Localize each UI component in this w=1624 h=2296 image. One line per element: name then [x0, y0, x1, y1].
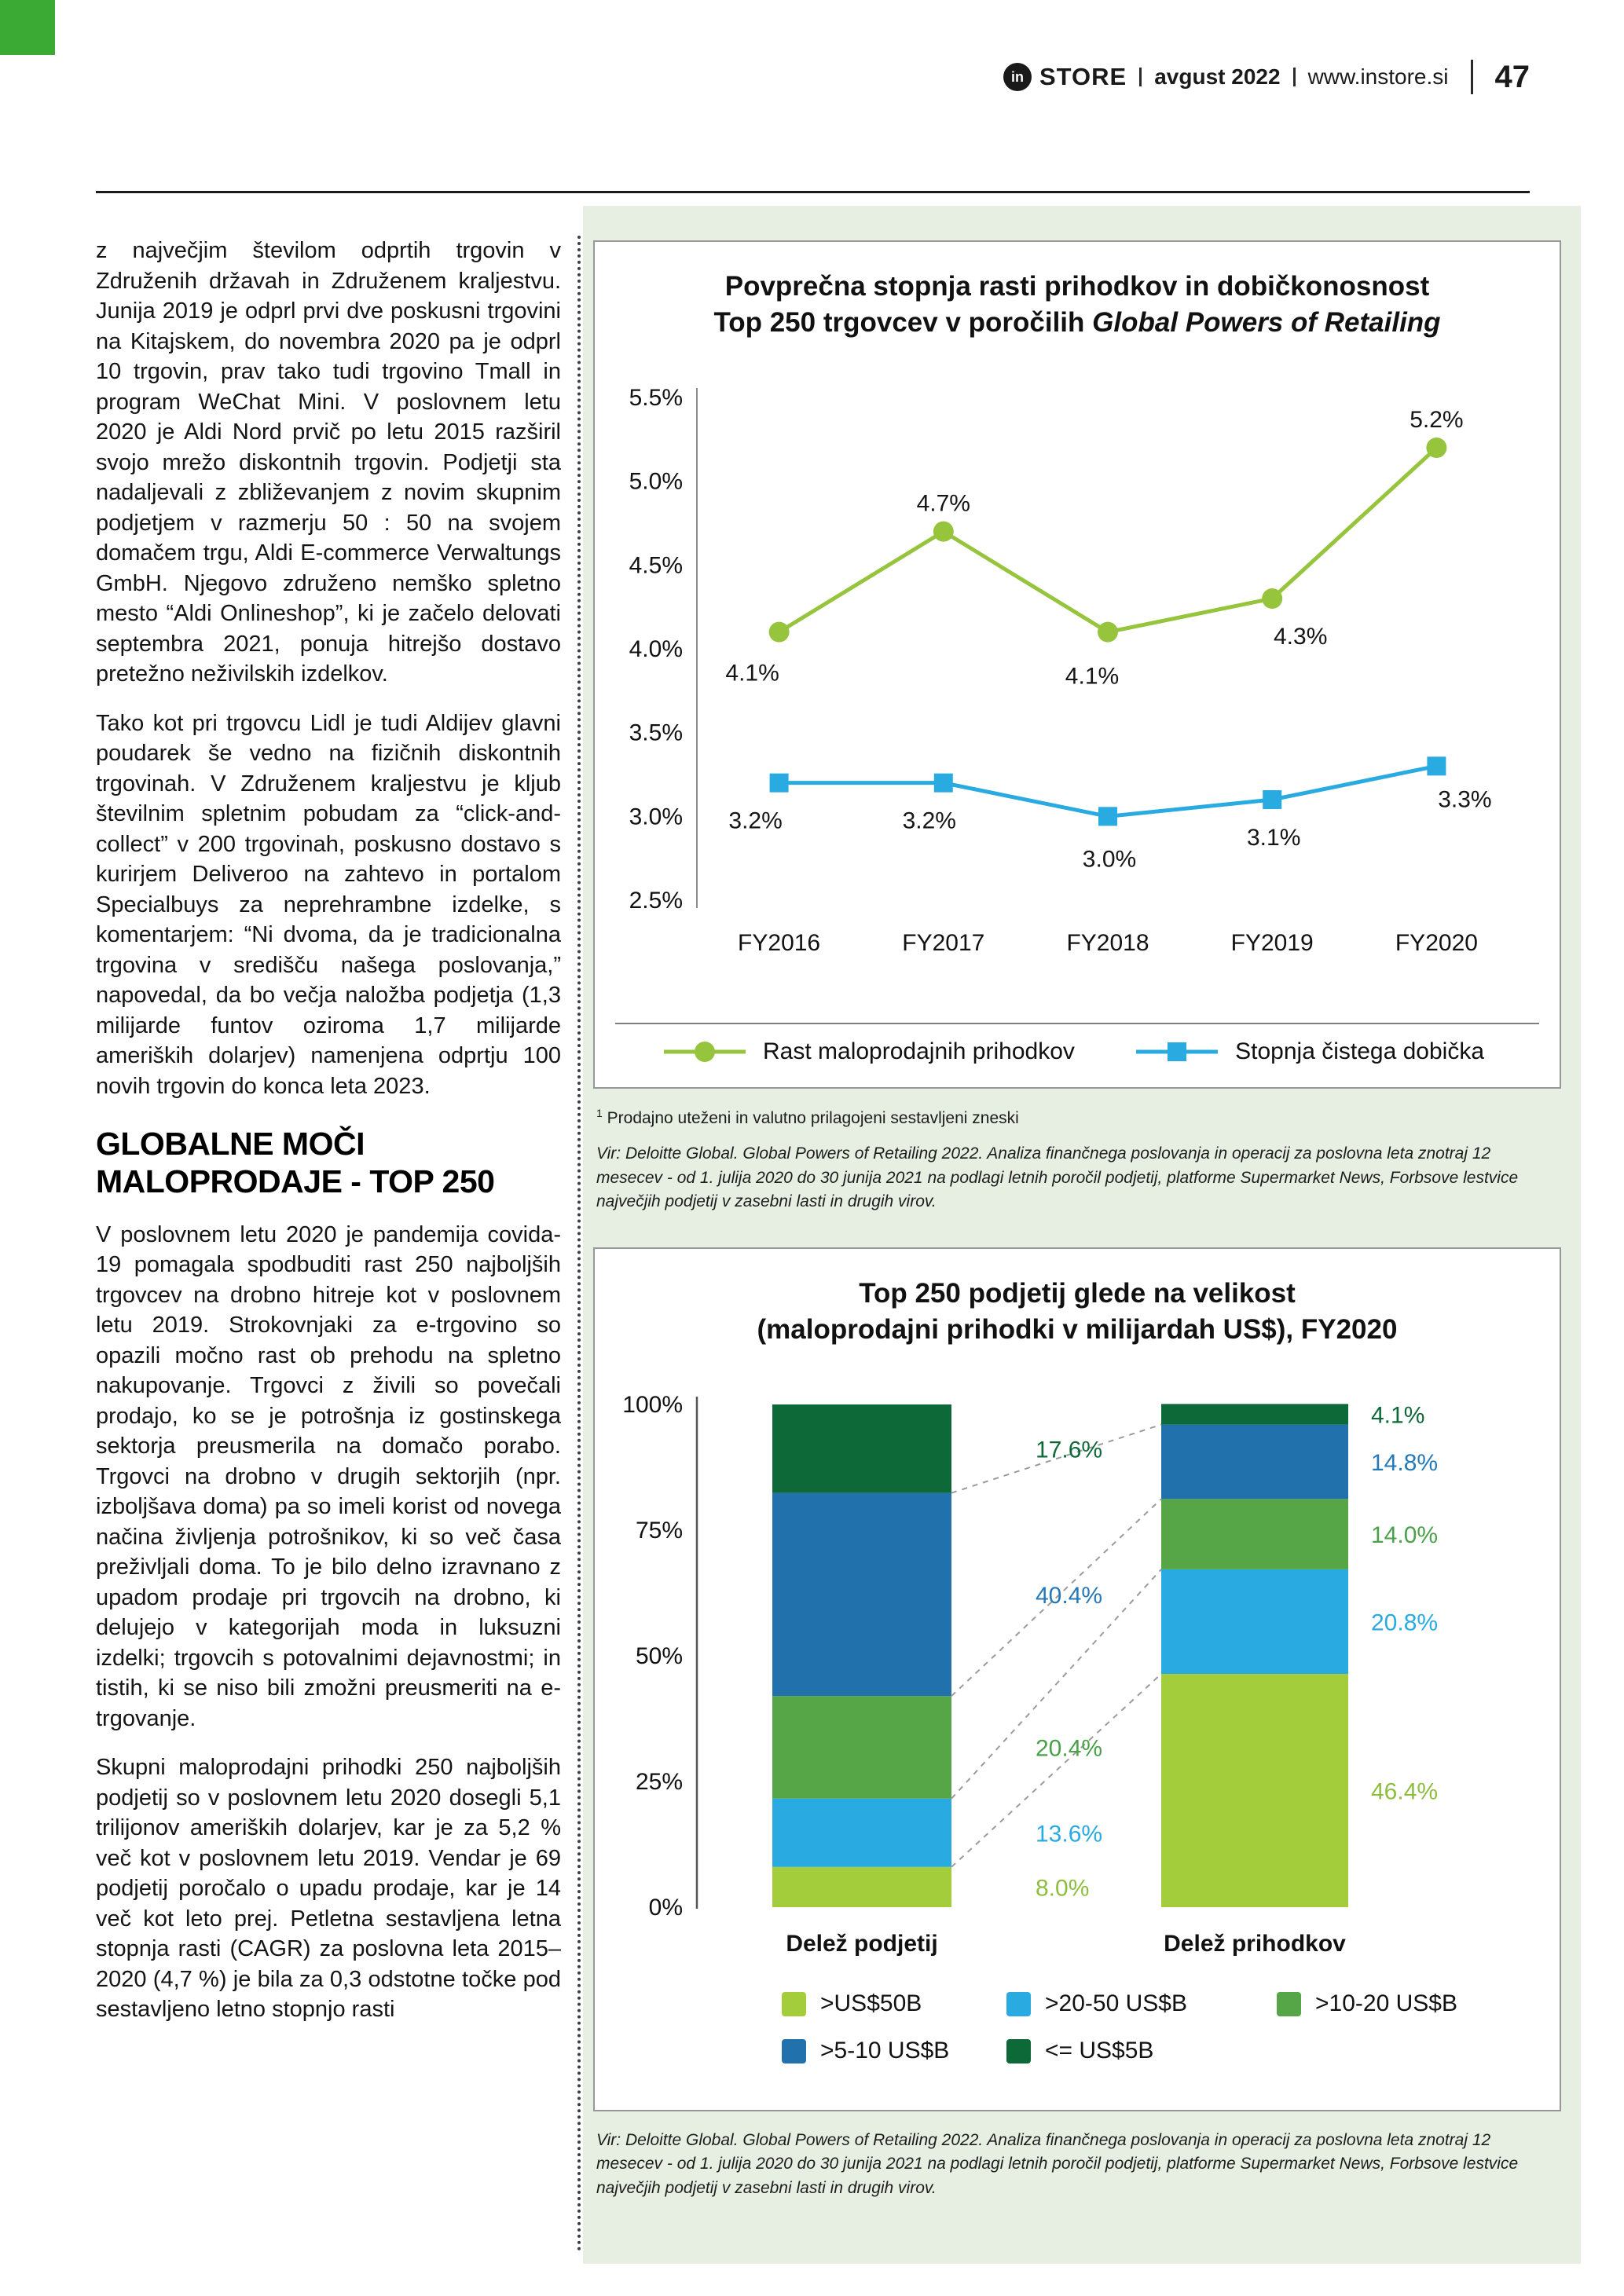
- x-axis-tick-label: FY2016: [738, 930, 821, 957]
- data-point-marker: [1427, 757, 1446, 776]
- value-label: 5.2%: [1410, 407, 1464, 434]
- legend-item-net-profit: [1135, 1038, 1484, 1065]
- value-label: 4.1%: [1065, 664, 1120, 690]
- chart-source: Vir: Deloitte Global. Global Powers of Retailing 2022. Analiza finančnega poslovanja in operacij za poslovna leta znotraj 12 mesecev - od 1. julija 2020 do 30 junija 2021 na podlagi letnih poročil podjetij, platforme Supermarket News, Forbsove lestvice največjih podjetij v zasebni lasti in drugih virov.: [596, 1144, 1519, 1211]
- size-chart-card: [593, 1247, 1561, 2111]
- article-column: [96, 236, 561, 2044]
- bar-segment: [1161, 1500, 1348, 1570]
- growth-chart-section: [593, 240, 1561, 1214]
- legend-item-20-50b: [1006, 1990, 1277, 2017]
- swatch-5-10b: [782, 2039, 806, 2063]
- column-divider: [577, 236, 581, 2253]
- legend-marker-shape: [1168, 1042, 1186, 1061]
- series-line: [779, 448, 1437, 632]
- category-label: Delež podjetij: [786, 1931, 938, 1957]
- value-label: 3.2%: [902, 808, 956, 835]
- data-point-marker: [934, 774, 953, 793]
- y-axis-tick-label: 3.0%: [629, 804, 683, 830]
- section-heading: GLOBALNE MOČI MALOPRODAJE - TOP 250: [96, 1126, 495, 1200]
- article-paragraph: z največjim številom odprtih trgovin v Združenih državah in Združenem kraljestvu. Junija 2019 je odprl prvi dve poskusni trgovini na Kitajskem, do novembra 2020 pa je odprl 10 trgovin, prav tako tudi trgovino Tmall in program WeChat Mini. V poslovnem letu 2020 je Aldi Nord prvič po letu 2015 razširil svojo mrežo diskontnih trgovin. Podjetji sta nadaljevali z zbliževanjem z novim skupnim podjetjem v razmerju 50 : 50 na svojem domačem trgu, Aldi E-commerce Verwaltungs GmbH. Njegovo združeno nemško spletno mesto “Aldi Onlineshop”, ki je začelo delovati septembra 2021, ponuja hitrejšo dostavo pretežno neživilskih izdelkov.: [96, 238, 561, 687]
- page-number: 47: [1494, 59, 1530, 94]
- growth-chart-notes: [593, 1089, 1561, 1214]
- y-axis-tick-label: 0%: [648, 1895, 683, 1921]
- data-point-marker: [1262, 588, 1282, 609]
- growth-chart-legend: [615, 1023, 1539, 1076]
- value-label: 4.1%: [1371, 1402, 1425, 1429]
- legend-label: >US$50B: [820, 1990, 922, 2017]
- y-axis-tick-label: 3.5%: [629, 720, 683, 747]
- chart-footnote: [596, 1106, 1553, 1130]
- x-axis-tick-label: FY2019: [1230, 930, 1314, 957]
- header-separator: [1293, 68, 1296, 86]
- revenue-growth-marker-icon: [662, 1038, 749, 1065]
- value-label: 40.4%: [1036, 1583, 1103, 1609]
- logo-letters: in: [1011, 68, 1024, 85]
- website-url: www.instore.si: [1307, 64, 1449, 89]
- x-axis-tick-label: FY2017: [902, 930, 985, 957]
- size-chart-notes: [593, 2111, 1561, 2200]
- value-label: 14.0%: [1371, 1522, 1439, 1549]
- issue-date: avgust 2022: [1154, 64, 1281, 89]
- value-label: 17.6%: [1036, 1437, 1103, 1463]
- size-chart-title: [615, 1276, 1539, 1348]
- legend-label: >10-20 US$B: [1315, 1990, 1457, 2017]
- growth-chart-card: [593, 240, 1561, 1089]
- x-axis-tick-label: FY2018: [1066, 930, 1149, 957]
- instore-logo-icon: [1003, 63, 1032, 91]
- legend-item-under-5b: [1006, 2038, 1277, 2064]
- value-label: 14.8%: [1371, 1450, 1439, 1477]
- category-label: Delež prihodkov: [1164, 1931, 1346, 1957]
- legend-label: Rast maloprodajnih prihodkov: [763, 1038, 1075, 1064]
- footnote-text: Prodajno uteženi in valutno prilagojeni sestavljeni zneski: [607, 1109, 1019, 1127]
- y-axis-tick-label: 4.5%: [629, 552, 683, 579]
- chart-source: Vir: Deloitte Global. Global Powers of Retailing 2022. Analiza finančnega poslovanja in operacij za poslovna leta znotraj 12 mesecev - od 1. julija 2020 do 30 junija 2021 na podlagi letnih poročil podjetij, platforme Supermarket News, Forbsove lestvice največjih podjetij v zasebni lasti in drugih virov.: [596, 2131, 1519, 2197]
- data-point-marker: [770, 774, 789, 793]
- legend-label: Stopnja čistega dobička: [1235, 1038, 1484, 1064]
- value-label: 46.4%: [1371, 1778, 1439, 1805]
- revenue-growth-line-chart: [615, 350, 1539, 979]
- legend-marker-shape: [695, 1042, 715, 1062]
- y-axis-tick-label: 50%: [635, 1643, 683, 1670]
- y-axis-tick-label: 5.0%: [629, 469, 683, 496]
- value-label: 8.0%: [1036, 1875, 1090, 1902]
- data-point-marker: [1426, 438, 1446, 458]
- article-paragraph: V poslovnem letu 2020 je pandemija covida-19 pomagala spodbuditi rast 250 najboljših trgovcev na drobno hitreje kot v poslovnem letu 2019. Strokovnjaki za e-trgovino so opazili močno rast ob prehodu na spletno nakupovanje. Trgovci z živili so povečali prodajo, ko se je potrošnja iz gostinskega sektorja preusmerila na domačo porabo. Trgovci na drobno v drugih sektorjih (npr. izboljšava doma) pa so imeli korist od novega načina življenja potrošnikov, ki so več časa preživljali doma. To je bilo delno izravnano z upadom prodaje pri trgovcih na drobno, ki delujejo v kategorijah moda in luksuzni izdelki; trgovcih s potovalnimi dejavnostmi; in tistih, ki se niso bili zmožni preusmeriti na e-trgovanje.: [96, 1221, 561, 1731]
- swatch-over-50b: [782, 1992, 806, 2016]
- swatch-20-50b: [1006, 1992, 1031, 2016]
- y-axis-tick-label: 75%: [635, 1518, 683, 1544]
- bar-segment: [1161, 1674, 1348, 1907]
- growth-chart-title: [615, 269, 1539, 341]
- size-chart-title-line2: (maloprodajni prihodki v milijardah US$), FY2020: [757, 1314, 1398, 1346]
- y-axis-tick-label: 2.5%: [629, 888, 683, 914]
- value-label: 3.3%: [1438, 786, 1492, 813]
- value-label: 3.2%: [728, 808, 783, 835]
- value-label: 20.4%: [1036, 1735, 1103, 1762]
- value-label: 3.0%: [1082, 846, 1137, 873]
- growth-chart-title-line1: Povprečna stopnja rasti prihodkov in dobičkonosnost: [724, 271, 1430, 302]
- corner-logo-square: [0, 0, 55, 55]
- legend-item-10-20b: [1277, 1990, 1539, 2017]
- page-number-separator: [1471, 60, 1473, 94]
- growth-chart-title-line2: Top 250 trgovcev v poročilih: [713, 307, 1085, 339]
- bar-segment: [1161, 1425, 1348, 1500]
- footnote-mark: 1: [596, 1107, 603, 1119]
- y-axis-tick-label: 25%: [635, 1769, 683, 1796]
- article-paragraph: Tako kot pri trgovcu Lidl je tudi Aldijev glavni poudarek še vedno na fizičnih diskontnih trgovinah. V Združenem kraljestvu je kljub številnim spletnim pobudam za “click-and-collect” v 200 trgovinah, poskusno dostavo s kurirjem Deliveroo na zahtevo in portalom Specialbuys za neprehrambne izdelke, s komentarjem: “Ni dvoma, da je tradicionalna trgovina v središču našega poslovanja,” napovedal, da bo večja naložba podjetja (1,3 milijarde funtov oziroma 1,7 milijarde ameriških dolarjev) namenjena odprtju 100 novih trgovin do konca leta 2023.: [96, 710, 561, 1099]
- legend-item-over-50b: [782, 1990, 1006, 2017]
- data-point-marker: [1263, 790, 1281, 809]
- net-profit-marker-icon: [1135, 1038, 1221, 1065]
- data-point-marker: [769, 622, 790, 643]
- x-axis-tick-label: FY2020: [1395, 930, 1478, 957]
- swatch-under-5b: [1006, 2039, 1031, 2063]
- data-point-marker: [1098, 807, 1117, 826]
- value-label: 4.1%: [725, 661, 779, 687]
- y-axis-tick-label: 100%: [622, 1392, 683, 1419]
- bar-segment: [772, 1799, 951, 1867]
- value-label: 4.3%: [1274, 624, 1328, 650]
- bar-segment: [772, 1697, 951, 1800]
- y-axis-tick-label: 4.0%: [629, 636, 683, 663]
- y-axis-tick-label: 5.5%: [629, 385, 683, 412]
- legend-label: >5-10 US$B: [820, 2038, 950, 2064]
- article-paragraph: Skupni maloprodajni prihodki 250 najboljših podjetij so v poslovnem letu 2020 dosegli 5,1 trilijonov ameriških dolarjev, kar je za 5,2 % več kot v poslovnem letu 2019. Vendar je 69 podjetij poročalo o upadu prodaje, kar je 14 več kot leto prej. Petletna sestavljena letna stopnja rasti (CAGR) za poslovna leta 2015–2020 (4,7 %) je bila za 0,3 odstotne točke pod sestavljeno letno stopnjo rasti: [96, 1755, 561, 2023]
- bar-segment: [772, 1404, 951, 1493]
- value-label: 4.7%: [916, 491, 970, 518]
- data-point-marker: [1098, 622, 1118, 643]
- header-separator: [1139, 68, 1142, 86]
- growth-chart-title-italic: Global Powers of Retailing: [1092, 307, 1441, 339]
- bar-segment: [772, 1493, 951, 1697]
- brand-name: STORE: [1039, 63, 1127, 90]
- size-chart-section: [593, 1247, 1561, 2200]
- legend-label: <= US$5B: [1045, 2038, 1154, 2064]
- bar-segment: [1161, 1569, 1348, 1674]
- company-size-stacked-bar-chart: [615, 1357, 1539, 1970]
- data-point-marker: [933, 522, 954, 542]
- value-label: 13.6%: [1036, 1821, 1103, 1847]
- header-rule: [96, 191, 1530, 193]
- bar-segment: [1161, 1404, 1348, 1425]
- legend-item-5-10b: [782, 2038, 1006, 2064]
- value-label: 20.8%: [1371, 1609, 1439, 1636]
- swatch-10-20b: [1277, 1992, 1301, 2016]
- value-label: 3.1%: [1247, 825, 1301, 851]
- legend-item-revenue-growth: [662, 1038, 1075, 1065]
- legend-label: >20-50 US$B: [1045, 1990, 1187, 2017]
- size-chart-legend: [782, 1990, 1539, 2064]
- page-header: [1003, 55, 1530, 99]
- size-chart-title-line1: Top 250 podjetij glede na velikost: [859, 1278, 1296, 1309]
- bar-segment: [772, 1867, 951, 1907]
